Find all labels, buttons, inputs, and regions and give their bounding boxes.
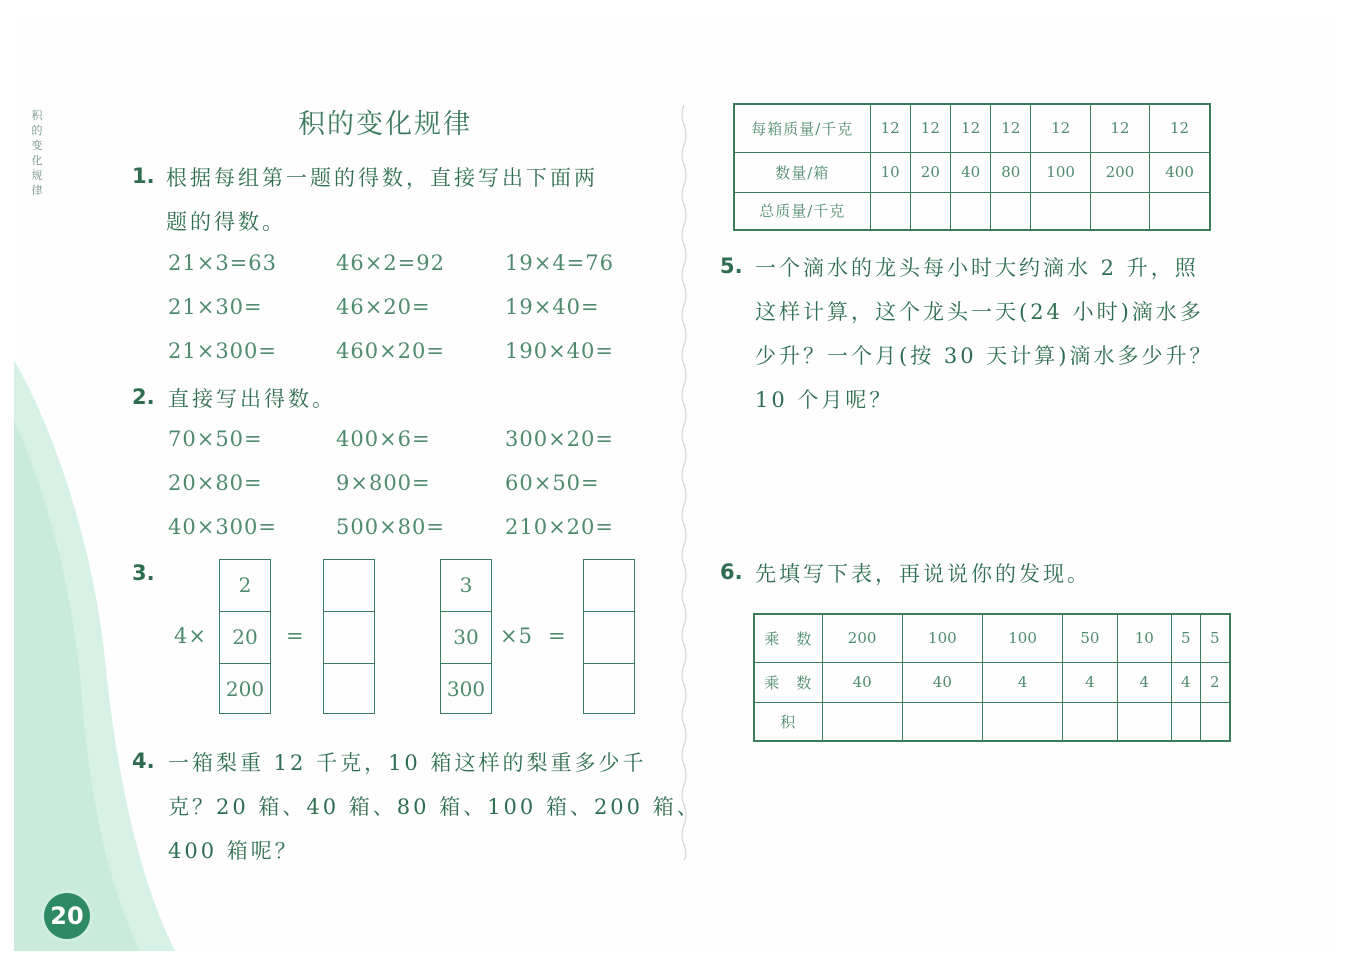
table-row	[734, 104, 1210, 152]
q1-equation: 21×30=	[168, 295, 263, 319]
q3-answer-cell[interactable]	[324, 663, 374, 715]
question-6-text: 先填写下表，再说说你的发现。	[755, 562, 1091, 586]
question-6-number: 6.	[720, 560, 743, 584]
q3-answer-cell[interactable]	[324, 611, 374, 663]
q3-factor-cell: 2	[238, 573, 252, 597]
page-divider	[678, 105, 690, 860]
q3-factor-cell: 300	[441, 663, 491, 715]
table-answer-cell[interactable]	[1171, 702, 1200, 741]
q1-equation: 19×40=	[505, 295, 600, 319]
question-3-number: 3.	[132, 561, 155, 585]
table-cell: 12	[1031, 104, 1090, 152]
question-2-number: 2.	[132, 385, 155, 409]
table-cell: 200	[822, 614, 902, 662]
table-cell: 5	[1171, 614, 1200, 662]
q3-answer-cell[interactable]	[584, 611, 634, 663]
q3-factor-cell: 3	[459, 573, 473, 597]
table-cell: 20	[910, 152, 950, 192]
question-5-line2: 这样计算，这个龙头一天(24 小时)滴水多	[755, 300, 1204, 324]
q3-factor-cell: 20	[220, 611, 270, 663]
table-row	[734, 192, 1210, 230]
q2-equation: 400×6=	[336, 427, 431, 451]
table-cell: 12	[910, 104, 950, 152]
table-row	[734, 152, 1210, 192]
table-answer-cell[interactable]	[1063, 702, 1117, 741]
table-answer-cell[interactable]	[822, 702, 902, 741]
question-5-line4: 10 个月呢？	[755, 388, 894, 412]
table-cell: 12	[870, 104, 910, 152]
q2-equation: 20×80=	[168, 471, 263, 495]
table-answer-cell[interactable]	[982, 702, 1062, 741]
table-cell: 40	[902, 662, 982, 702]
q3-answer-column-1[interactable]	[323, 559, 375, 714]
question-4-line2: 克？20 箱、40 箱、80 箱、100 箱、200 箱、	[168, 795, 701, 819]
table-row	[754, 702, 1230, 741]
q3-answer-cell[interactable]	[324, 560, 374, 611]
table-cell: 400	[1150, 152, 1210, 192]
question-2-text: 直接写出得数。	[168, 387, 336, 411]
table-row-label: 数量/箱	[734, 152, 870, 192]
question-4-line1: 一箱梨重 12 千克，10 箱这样的梨重多少千	[168, 751, 647, 775]
table-cell: 5	[1200, 614, 1230, 662]
q3-equals-2: =	[548, 624, 567, 648]
table-answer-cell[interactable]	[950, 192, 990, 230]
table-cell: 2	[1200, 662, 1230, 702]
table-answer-cell[interactable]	[1150, 192, 1210, 230]
table-row-label: 每箱质量/千克	[734, 104, 870, 152]
table-cell: 200	[1090, 152, 1149, 192]
q2-equation: 9×800=	[336, 471, 431, 495]
q1-equation: 46×2=92	[336, 251, 445, 275]
table-cell: 10	[1117, 614, 1171, 662]
table-answer-cell[interactable]	[870, 192, 910, 230]
table-answer-cell[interactable]	[1031, 192, 1090, 230]
q3-factor-cell: 30	[441, 611, 491, 663]
q3-left-factor: 4×	[174, 624, 207, 648]
q2-equation: 40×300=	[168, 515, 277, 539]
table-answer-cell[interactable]	[1117, 702, 1171, 741]
q1-equation: 460×20=	[336, 339, 445, 363]
table-answer-cell[interactable]	[1200, 702, 1230, 741]
q2-equation: 300×20=	[505, 427, 614, 451]
table-cell: 4	[1117, 662, 1171, 702]
question-5-number: 5.	[720, 254, 743, 278]
q2-equation: 70×50=	[168, 427, 263, 451]
table-row-label: 积	[754, 702, 822, 741]
q1-equation: 21×300=	[168, 339, 277, 363]
q1-equation: 46×20=	[336, 295, 431, 319]
q2-equation: 210×20=	[505, 515, 614, 539]
sidebar-title: 积的变化规律	[31, 109, 43, 197]
q3-times-5: ×5	[500, 624, 533, 648]
q3-factor-column-2	[440, 559, 492, 714]
table-cell: 80	[991, 152, 1031, 192]
table-cell: 50	[1063, 614, 1117, 662]
table-cell: 4	[1063, 662, 1117, 702]
table-cell: 12	[991, 104, 1031, 152]
q2-equation: 500×80=	[336, 515, 445, 539]
box-weight-table	[733, 103, 1211, 231]
q1-equation: 19×4=76	[505, 251, 614, 275]
table-cell: 100	[902, 614, 982, 662]
question-1-text-line1: 根据每组第一题的得数，直接写出下面两	[166, 166, 598, 190]
page-title: 积的变化规律	[298, 109, 472, 140]
table-cell: 12	[1090, 104, 1149, 152]
question-5-line1: 一个滴水的龙头每小时大约滴水 2 升，照	[755, 256, 1199, 280]
table-cell: 12	[950, 104, 990, 152]
table-answer-cell[interactable]	[910, 192, 950, 230]
question-4-number: 4.	[132, 749, 155, 773]
table-row	[754, 614, 1230, 662]
question-1-text-line2: 题的得数。	[166, 210, 286, 234]
page-number-badge: 20	[44, 893, 90, 939]
table-cell: 40	[950, 152, 990, 192]
q3-answer-column-2[interactable]	[583, 559, 635, 714]
table-row-label: 乘 数	[754, 614, 822, 662]
q1-equation: 190×40=	[505, 339, 614, 363]
table-cell: 40	[822, 662, 902, 702]
q3-answer-cell[interactable]	[584, 663, 634, 715]
multiplication-table	[753, 613, 1231, 742]
table-row-label: 总质量/千克	[734, 192, 870, 230]
table-answer-cell[interactable]	[1090, 192, 1149, 230]
table-answer-cell[interactable]	[902, 702, 982, 741]
table-cell: 100	[1031, 152, 1090, 192]
question-5-line3: 少升？一个月(按 30 天计算)滴水多少升？	[755, 344, 1214, 368]
table-cell: 12	[1150, 104, 1210, 152]
question-4-line3: 400 箱呢？	[168, 839, 299, 863]
q3-factor-cell: 200	[220, 663, 270, 715]
q3-factor-column-1	[219, 559, 271, 714]
table-cell: 4	[982, 662, 1062, 702]
table-answer-cell[interactable]	[991, 192, 1031, 230]
question-1-number: 1.	[132, 164, 155, 188]
table-row-label: 乘 数	[754, 662, 822, 702]
q1-equation: 21×3=63	[168, 251, 277, 275]
q2-equation: 60×50=	[505, 471, 600, 495]
q3-answer-cell[interactable]	[584, 560, 634, 611]
table-cell: 10	[870, 152, 910, 192]
table-row	[754, 662, 1230, 702]
table-cell: 4	[1171, 662, 1200, 702]
q3-equals-1: =	[286, 624, 305, 648]
table-cell: 100	[982, 614, 1062, 662]
